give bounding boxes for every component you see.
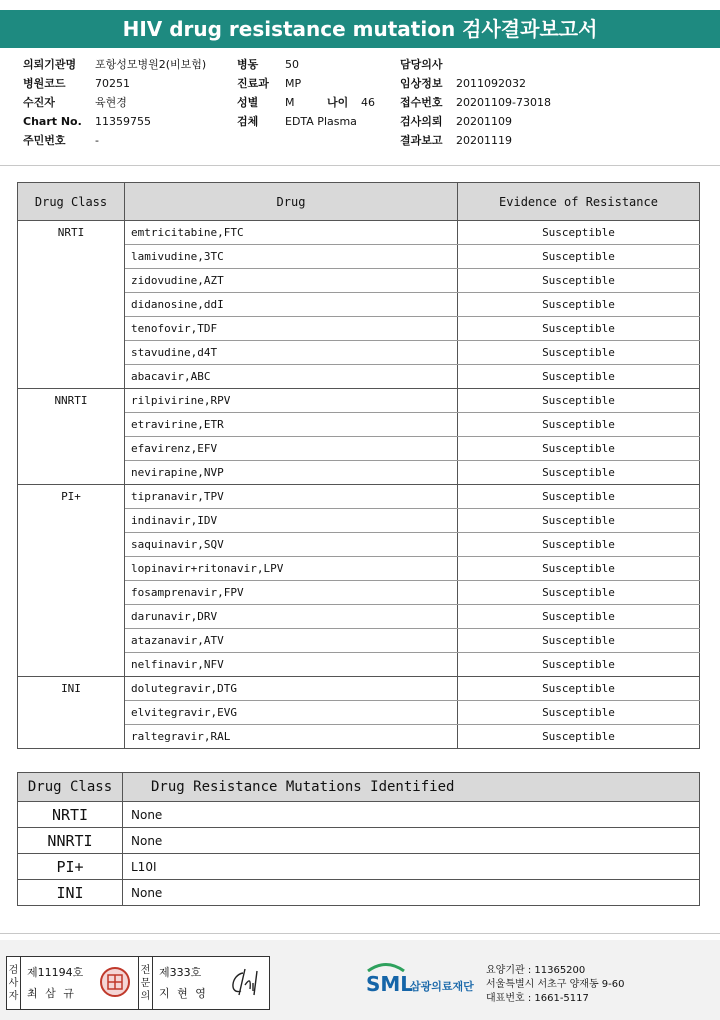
header-label: 검사의뢰	[400, 115, 443, 128]
header-value: 2011092032	[456, 77, 526, 90]
resistance-cell: Susceptible	[458, 557, 700, 581]
resistance-cell: Susceptible	[458, 653, 700, 677]
drug-cell: dolutegravir,DTG	[125, 677, 458, 701]
resistance-cell: Susceptible	[458, 701, 700, 725]
mutation-value-cell: None	[123, 802, 700, 828]
header-value: -	[95, 134, 99, 147]
age-label: 나이	[327, 96, 349, 109]
header-label: 진료과	[237, 77, 269, 90]
address-block	[486, 964, 625, 1006]
table-row	[18, 802, 700, 828]
table-row	[18, 854, 700, 880]
resistance-cell: Susceptible	[458, 677, 700, 701]
vertical-label-text: 전 문 의	[140, 964, 151, 1002]
header-value: 50	[285, 58, 299, 71]
mut-header-mutations: Drug Resistance Mutations Identified	[123, 773, 700, 802]
signature-box	[6, 956, 270, 1010]
resistance-cell: Susceptible	[458, 341, 700, 365]
header-label: 주민번호	[23, 134, 66, 147]
drug-cell: lopinavir+ritonavir,LPV	[125, 557, 458, 581]
resistance-cell: Susceptible	[458, 533, 700, 557]
drug-cell: nevirapine,NVP	[125, 461, 458, 485]
address-line: 요양기관 : 11365200	[486, 965, 586, 976]
header-value: 20201109-73018	[456, 96, 551, 109]
resistance-cell: Susceptible	[458, 605, 700, 629]
header-value: 11359755	[95, 115, 151, 128]
header-drug-class: Drug Class	[18, 183, 125, 221]
header-value: 육현경	[95, 96, 127, 109]
examiner-number: 제11194호	[27, 966, 84, 979]
checker-name: 지 현 영	[159, 987, 208, 1000]
header-col2-labels	[237, 55, 269, 131]
header-value: M	[285, 96, 295, 109]
resistance-cell: Susceptible	[458, 269, 700, 293]
drug-cell: etravirine,ETR	[125, 413, 458, 437]
resistance-cell: Susceptible	[458, 221, 700, 245]
logo-text: SML	[366, 972, 414, 996]
mutation-class-cell: NRTI	[18, 802, 123, 828]
header-value: 70251	[95, 77, 130, 90]
mut-header-class: Drug Class	[18, 773, 123, 802]
drug-cell: abacavir,ABC	[125, 365, 458, 389]
drug-class-cell: NRTI	[18, 221, 125, 389]
mutation-class-cell: NNRTI	[18, 828, 123, 854]
header-col1-labels	[23, 55, 82, 150]
drug-class-cell: PI+	[18, 485, 125, 677]
resistance-cell: Susceptible	[458, 509, 700, 533]
resistance-cell: Susceptible	[458, 365, 700, 389]
header-value: EDTA Plasma	[285, 115, 357, 128]
header-label: 담당의사	[400, 58, 443, 71]
resistance-cell: Susceptible	[458, 317, 700, 341]
logo-korean: 삼광의료재단	[410, 980, 474, 993]
header-value: 20201109	[456, 115, 512, 128]
drug-cell: darunavir,DRV	[125, 605, 458, 629]
drug-class-cell: INI	[18, 677, 125, 749]
resistance-cell: Susceptible	[458, 725, 700, 749]
header-value	[456, 55, 551, 74]
table-row	[18, 485, 700, 509]
header-label: Chart No.	[23, 115, 82, 128]
resistance-cell: Susceptible	[458, 437, 700, 461]
mutation-value-cell: None	[123, 880, 700, 906]
header-label: 결과보고	[400, 134, 443, 147]
mutation-class-cell: INI	[18, 880, 123, 906]
examiner-name: 최 삼 규	[27, 987, 76, 1000]
mutation-value-cell: None	[123, 828, 700, 854]
header-col1-values	[95, 55, 206, 150]
drug-cell: raltegravir,RAL	[125, 725, 458, 749]
checker-number: 제333호	[159, 966, 202, 979]
header-value: MP	[285, 77, 302, 90]
table-row	[18, 880, 700, 906]
table-row	[18, 677, 700, 701]
mutation-value-cell: L10I	[123, 854, 700, 880]
drug-cell: stavudine,d4T	[125, 341, 458, 365]
header-value: 포항성모병원2(비보험)	[95, 58, 207, 71]
resistance-cell: Susceptible	[458, 629, 700, 653]
signature-icon	[225, 965, 265, 1001]
resistance-table	[17, 182, 700, 749]
drug-cell: lamivudine,3TC	[125, 245, 458, 269]
header-label: 수진자	[23, 96, 55, 109]
drug-cell: indinavir,IDV	[125, 509, 458, 533]
report-title: HIV drug resistance mutation 검사결과보고서	[0, 10, 720, 48]
header-label: 임상정보	[400, 77, 443, 90]
header-drug: Drug	[125, 183, 458, 221]
header-label: 병동	[237, 58, 259, 71]
drug-cell: elvitegravir,EVG	[125, 701, 458, 725]
drug-cell: efavirenz,EFV	[125, 437, 458, 461]
seal-stamp-icon	[99, 966, 131, 998]
header-label: 병원코드	[23, 77, 66, 90]
age-value: 46	[361, 96, 375, 109]
resistance-cell: Susceptible	[458, 389, 700, 413]
resistance-cell: Susceptible	[458, 245, 700, 269]
header-label: 접수번호	[400, 96, 443, 109]
resistance-cell: Susceptible	[458, 581, 700, 605]
drug-cell: tenofovir,TDF	[125, 317, 458, 341]
table-row	[18, 221, 700, 245]
resistance-cell: Susceptible	[458, 461, 700, 485]
logo-arc-icon	[366, 962, 406, 972]
header-value: 20201119	[456, 134, 512, 147]
header-label: 성별	[237, 96, 259, 109]
drug-cell: tipranavir,TPV	[125, 485, 458, 509]
resistance-cell: Susceptible	[458, 293, 700, 317]
drug-cell: zidovudine,AZT	[125, 269, 458, 293]
mutation-class-cell: PI+	[18, 854, 123, 880]
checker-label	[138, 957, 153, 1009]
drug-cell: emtricitabine,FTC	[125, 221, 458, 245]
examiner-label	[7, 957, 21, 1009]
header-col4-values	[456, 55, 551, 150]
header-evidence: Evidence of Resistance	[458, 183, 700, 221]
mutation-table	[17, 772, 700, 906]
resistance-cell: Susceptible	[458, 485, 700, 509]
divider	[0, 933, 720, 934]
table-row	[18, 828, 700, 854]
drug-cell: saquinavir,SQV	[125, 533, 458, 557]
drug-cell: atazanavir,ATV	[125, 629, 458, 653]
drug-cell: didanosine,ddI	[125, 293, 458, 317]
divider	[0, 165, 720, 166]
header-label: 검체	[237, 115, 259, 128]
drug-class-cell: NNRTI	[18, 389, 125, 485]
header-col4-labels	[400, 55, 443, 150]
vertical-label-text: 검 사 자	[8, 964, 19, 1002]
table-row	[18, 389, 700, 413]
address-line: 서울특별시 서초구 양재동 9-60	[486, 979, 625, 990]
drug-cell: fosamprenavir,FPV	[125, 581, 458, 605]
drug-cell: rilpivirine,RPV	[125, 389, 458, 413]
drug-cell: nelfinavir,NFV	[125, 653, 458, 677]
address-line: 대표번호 : 1661-5117	[486, 993, 589, 1004]
resistance-cell: Susceptible	[458, 413, 700, 437]
header-label: 의뢰기관명	[23, 58, 77, 71]
